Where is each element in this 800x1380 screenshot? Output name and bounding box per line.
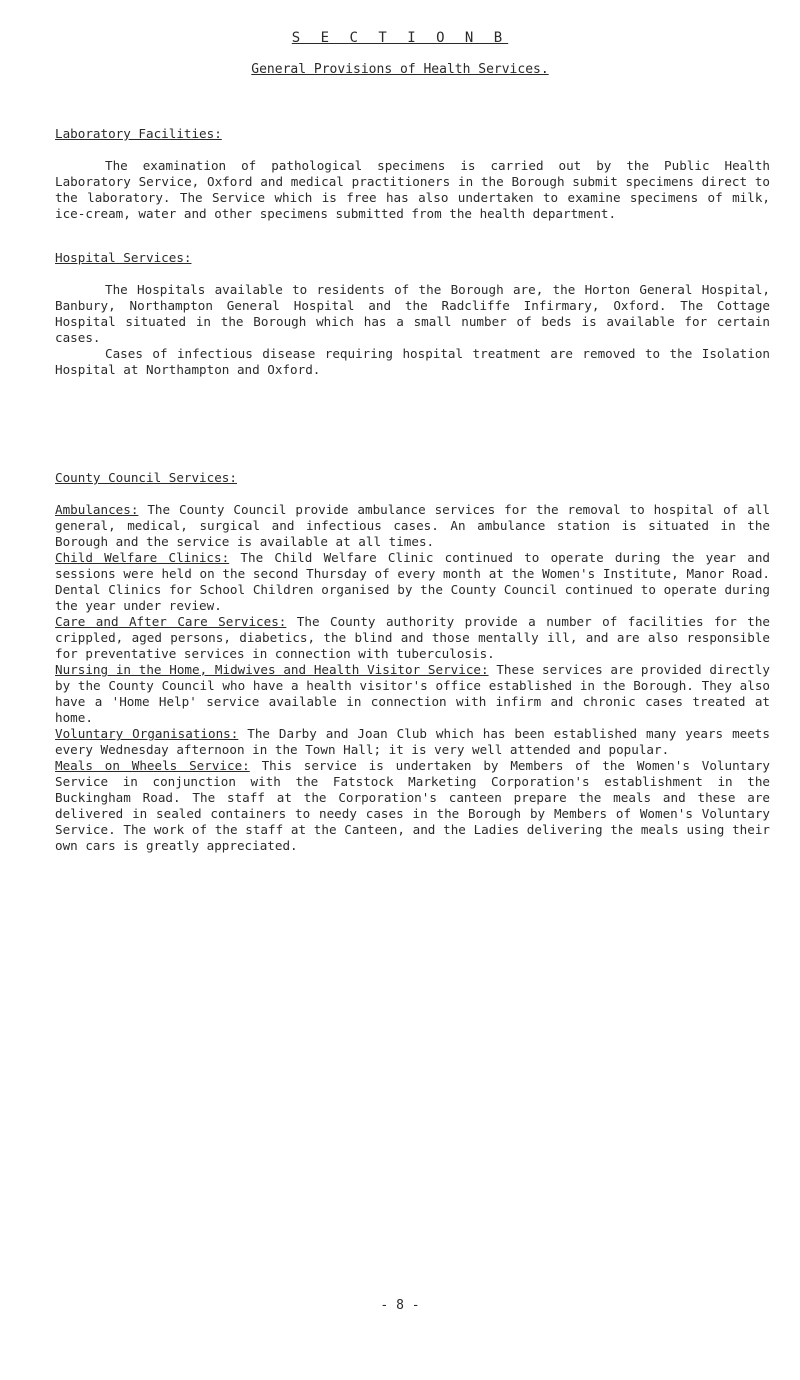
care-text: The County authority provide a number of facilities for the crippled, aged persons, diabetics, the blind and those mentally ill, and are also responsible for preventative services in connection with tuberculosis. — [55, 614, 770, 661]
meals-text: This service is undertaken by Members of the Women's Voluntary Service in conjunction with the Fatstock Marketing Corporation's establishment in the Buckingham Road. The staff at the Corporation's canteen prepare the meals and these are delivered in sealed containers to needy cases in the Borough by Members of Women's Voluntary Service. The work of the staff at the Canteen, and the Ladies delivering the meals using their own cars is greatly appreciated. — [55, 758, 770, 853]
child-welfare-paragraph — [55, 550, 770, 614]
document-title: General Provisions of Health Services. — [251, 62, 549, 77]
voluntary-label: Voluntary Organisations: — [55, 726, 239, 741]
page-number: - 8 - — [380, 1298, 420, 1313]
care-label: Care and After Care Services: — [55, 614, 287, 629]
ambulances-label: Ambulances: — [55, 502, 139, 517]
county-section — [55, 470, 770, 854]
care-paragraph — [55, 614, 770, 662]
laboratory-section — [55, 126, 770, 222]
nursing-text: These services are provided directly by the County Council who have a health visitor's office established in the Borough. They also have a 'Home Help' service available in connection with infirm and chronic cases treated at home. — [55, 662, 770, 725]
meals-paragraph — [55, 758, 770, 854]
hospital-paragraph-1: The Hospitals available to residents of the Borough are, the Horton General Hospital, Banbury, Northampton General Hospital and the Radcliffe Infirmary, Oxford. The Cottage Hospital situated in the Borough which has a small number of beds is available for certain cases. — [55, 282, 770, 345]
meals-label: Meals on Wheels Service: — [55, 758, 250, 773]
voluntary-paragraph — [55, 726, 770, 758]
section-heading: S E C T I O N B — [291, 30, 509, 46]
hospital-heading: Hospital Services: — [55, 250, 192, 265]
county-heading: County Council Services: — [55, 470, 237, 485]
ambulances-paragraph — [55, 502, 770, 550]
voluntary-text: The Darby and Joan Club which has been established many years meets every Wednesday afternoon in the Town Hall; it is very well attended and popular. — [55, 726, 770, 757]
child-welfare-label: Child Welfare Clinics: — [55, 550, 230, 565]
laboratory-paragraph: The examination of pathological specimens is carried out by the Public Health Laboratory Service, Oxford and medical practitioners in the Borough submit specimens direct to the laboratory. The Service which is free has also undertaken to examine specimens of milk, ice-cream, water and other specimens submitted from the health department. — [55, 158, 770, 221]
nursing-paragraph — [55, 662, 770, 726]
hospital-section — [55, 250, 770, 378]
ambulances-text: The County Council provide ambulance services for the removal to hospital of all general, medical, surgical and infectious cases. An ambulance station is situated in the Borough and the service is available at all times. — [55, 502, 770, 549]
laboratory-heading: Laboratory Facilities: — [55, 126, 222, 141]
hospital-paragraph-2: Cases of infectious disease requiring hospital treatment are removed to the Isolation Hospital at Northampton and Oxford. — [55, 346, 770, 377]
child-welfare-text: The Child Welfare Clinic continued to operate during the year and sessions were held on the second Thursday of every month at the Women's Institute, Manor Road. Dental Clinics for School Children organised by the County Council continued to operate during the year under review. — [55, 550, 770, 613]
nursing-label: Nursing in the Home, Midwives and Health Visitor Service: — [55, 662, 489, 677]
